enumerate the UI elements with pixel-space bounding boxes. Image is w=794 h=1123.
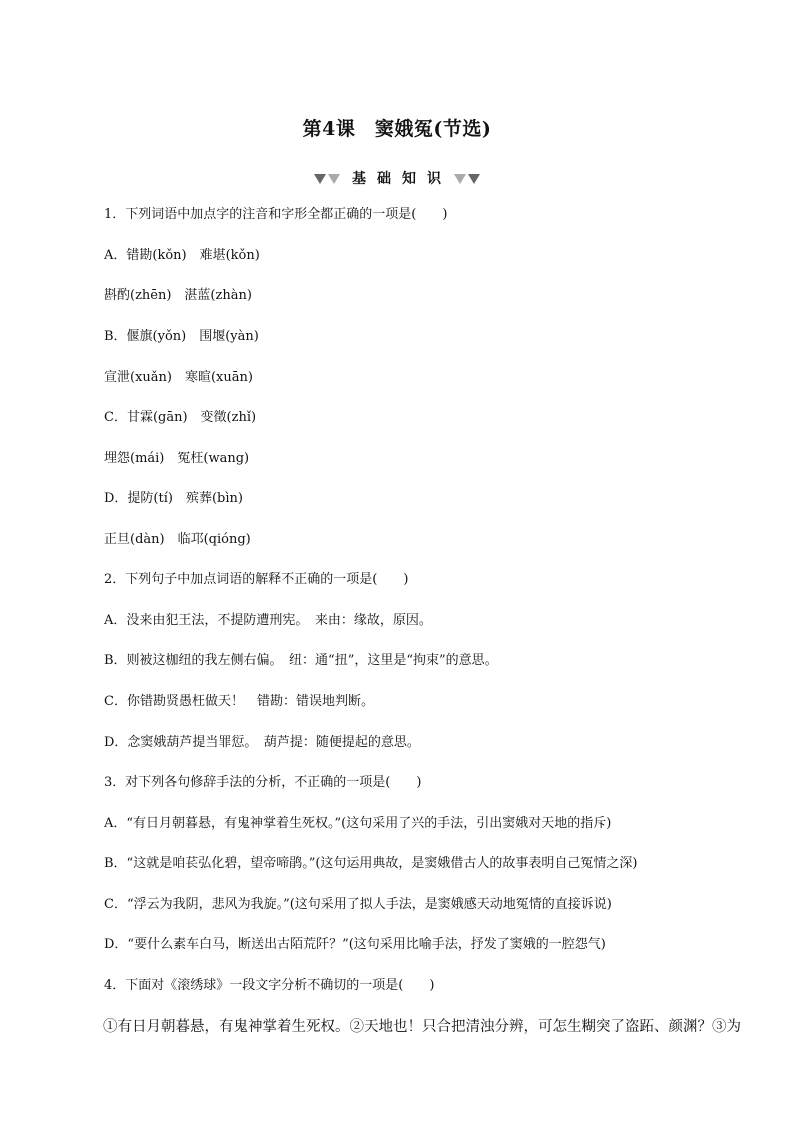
- q1-option-a-line2: 斟酌(zhēn) 湛蓝(zhàn): [104, 288, 252, 303]
- q3-option-a: A．“有日月朝暮悬，有鬼神掌着生死权。”(这句采用了兴的手法，引出窦娥对天地的指斥): [104, 816, 612, 831]
- question-2: 2．下列句子中加点词语的解释不正确的一项是( ): [104, 572, 409, 587]
- triangle-right-icon: [468, 174, 480, 184]
- q3-option-b: B．“这就是咱苌弘化碧，望帝啼鹃。”(这句运用典故，是窦娥借古人的故事表明自己冤情之深): [104, 856, 638, 871]
- q1-option-c-line1: C．甘霖(gān) 变徵(zhǐ): [104, 410, 257, 425]
- section-header: [0, 168, 794, 188]
- q1-option-a-line1: A．错勘(kǒn) 难堪(kǒn): [104, 248, 260, 263]
- q2-option-a: A．没来由犯王法，不提防遭刑宪。 来由：缘故，原因。: [104, 613, 432, 628]
- q3-option-d: D．“要什么素车白马，断送出古陌荒阡？”(这句采用比喻手法，抒发了窦娥的一腔怨气): [104, 937, 606, 952]
- question-4: 4．下面对《滚绣球》一段文字分析不确切的一项是( ): [104, 978, 435, 993]
- question-1: 1．下列词语中加点字的注音和字形全都正确的一项是( ): [104, 207, 448, 222]
- q1-option-b-line1: B．偃旗(yǒn) 围堰(yàn): [104, 329, 259, 344]
- q1-option-d-line1: D．提防(tí) 殡葬(bìn): [104, 491, 243, 506]
- q2-option-b: B．则被这枷纽的我左侧右偏。 纽：通“扭”，这里是“拘束”的意思。: [104, 653, 498, 668]
- triangle-left-icon: [314, 174, 326, 184]
- q1-option-c-line2: 埋怨(mái) 冤枉(wang): [104, 451, 250, 466]
- q3-option-c: C．“浮云为我阴，悲风为我旋。”(这句采用了拟人手法，是窦娥感天动地冤情的直接诉说): [104, 897, 612, 912]
- section-header-text: 基础知识: [352, 171, 452, 187]
- question-3: 3．对下列各句修辞手法的分析，不正确的一项是( ): [104, 775, 422, 790]
- triangle-left-light-icon: [328, 174, 340, 184]
- triangle-right-light-icon: [454, 174, 466, 184]
- q2-option-d: D．念窦娥葫芦提当罪愆。 葫芦提：随便提起的意思。: [104, 735, 420, 750]
- q1-option-b-line2: 宣泄(xuǎn) 寒暄(xuān): [104, 370, 253, 385]
- q2-option-c: C．你错勘贤愚枉做天！ 错勘：错误地判断。: [104, 694, 374, 709]
- page-title: 第4课 窦娥冤(节选): [302, 118, 492, 140]
- q4-passage: ①有日月朝暮悬，有鬼神掌着生死权。②天地也！只合把清浊分辨，可怎生糊突了盗跖、颜渊？③为: [103, 1019, 741, 1035]
- q1-option-d-line2: 正旦(dàn) 临邛(qióng): [104, 532, 251, 547]
